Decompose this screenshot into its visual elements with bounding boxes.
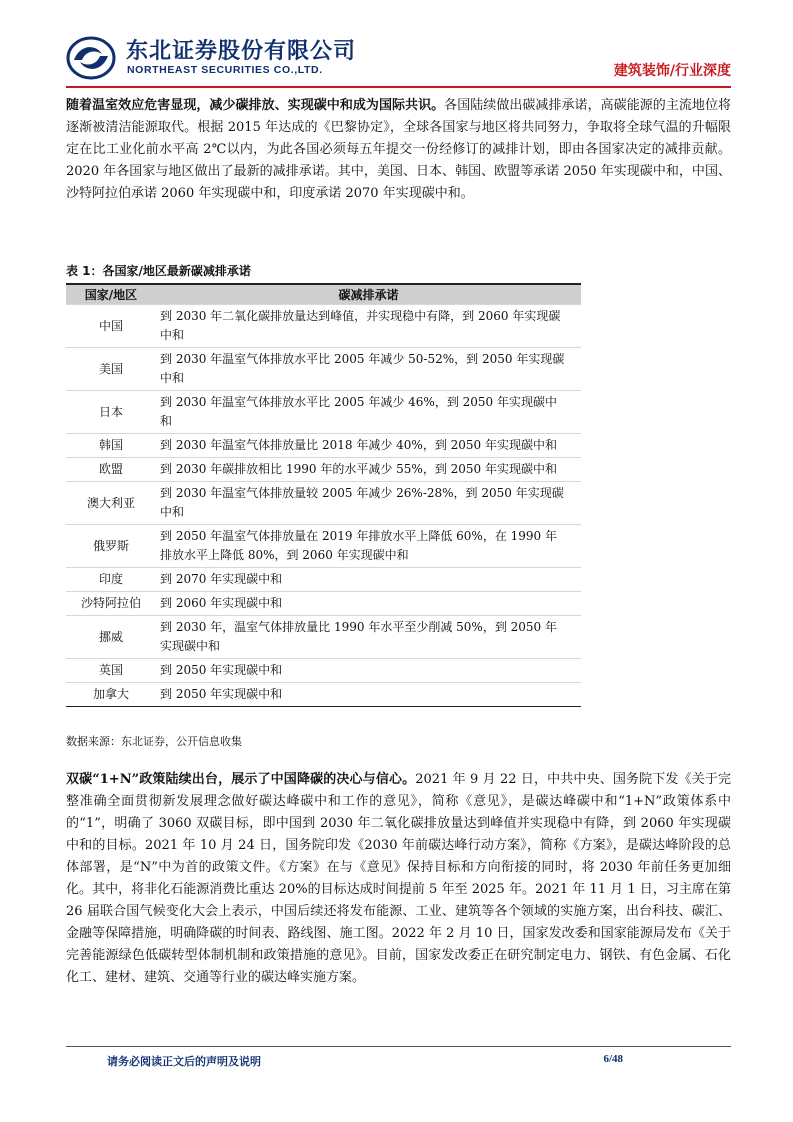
country-cell: 印度 [98,572,123,586]
table-row [66,391,581,434]
commitment-cell: 到 2030 年碳排放相比 1990 年的水平减少 55%，到 2050 年实现碳中和 [160,462,557,476]
commitment-cell: 到 2030 年二氧化碳排放量达到峰值，并实现稳中有降，到 2060 年实现碳中和 [160,309,561,342]
paragraph-body: 各国陆续做出碳减排承诺，高碳能源的主流地位将逐渐被清洁能源取代。根据 2015 年达成的《巴黎协定》，全球各国家与地区将共同努力，争取将全球气温的升幅限定在比工业化前水平高 2℃以内，为此各国必须每五年提交一份经修订的减排计划，即由各国家决定的减排贡献。2020 年各国家与地区做出了最新的减排承诺。其中，美国、日本、韩国、欧盟等承诺 2050 年实现碳中和，中国、沙特阿拉伯承诺 2060 年实现碳中和，印度承诺 2070 年实现碳中和。 [66,98,731,201]
commitment-cell: 到 2050 年实现碳中和 [160,687,283,701]
page-number: 6/48 [603,1053,623,1065]
table-row [66,348,581,391]
company-name-cn: 东北证券股份有限公司 [126,39,357,64]
country-cell: 沙特阿拉伯 [80,596,141,610]
column-header-commitment: 碳减排承诺 [338,288,399,302]
table-row [66,683,581,707]
table-row [66,458,581,482]
page-header [66,32,731,84]
commitment-cell: 到 2060 年实现碳中和 [160,596,283,610]
country-cell: 美国 [98,361,123,376]
table-row [66,525,581,568]
table-row [66,482,581,525]
commitment-cell: 到 2030 年，温室气体排放量比 1990 年水平至少削减 50%，到 2050 年实现碳中和 [160,620,557,653]
table-row [66,659,581,683]
table-row [66,592,581,616]
table-title: 表 1：各国家/地区最新碳减排承诺 [66,264,251,278]
commitment-cell: 到 2030 年温室气体排放水平比 2005 年减少 50-52%，到 2050 年实现碳中和 [160,352,565,385]
paragraph-lead: 随着温室效应危害显现，减少碳排放、实现碳中和成为国际共识。 [66,98,445,113]
table-row [66,616,581,659]
paragraph-dual-carbon-policy [66,769,731,989]
table-row [66,568,581,592]
country-cell: 澳大利亚 [86,495,135,510]
country-cell: 欧盟 [98,462,123,476]
table-row [66,305,581,348]
company-name-en: NORTHEAST SECURITIES CO.,LTD. [127,64,323,76]
country-cell: 韩国 [98,438,123,452]
paragraph-lead: 双碳“1+N”政策陆续出台，展示了中国降碳的决心与信心。 [66,772,416,787]
commitment-cell: 到 2050 年实现碳中和 [160,663,283,677]
northeast-securities-logo-icon [66,36,116,80]
commitments-table [66,283,581,707]
table-row [66,434,581,458]
footer-divider [66,1046,731,1047]
table-source-note: 数据来源：东北证券，公开信息收集 [66,735,242,748]
paragraph-paris-agreement [66,95,731,205]
country-cell: 日本 [98,404,123,419]
commitment-cell: 到 2030 年温室气体排放量比 2018 年减少 40%，到 2050 年实现碳中和 [160,438,557,452]
paragraph-body: 2021 年 9 月 22 日，中共中央、国务院下发《关于完整准确全面贯彻新发展理念做好碳达峰碳中和工作的意见》，简称《意见》，是碳达峰碳中和“1+N”政策体系中的“1”，明确了 3060 双碳目标，即中国到 2030 年二氧化碳排放量达到峰值并实现稳中有降，到 2060 年实现碳中和的目标。2021 年 10 月 24 日，国务院印发《2030 年前碳达峰行动方案》，简称《方案》，是碳达峰阶段的总体部署，是“N”中为首的政策文件。《方案》在与《意见》保持目标和方向衔接的同时，将 2030 年前任务更加细化。其中，将非化石能源消费比重达 20%的目标达成时间提前 5 年至 2025 年。2021 年 11 月 1 日，习主席在第 26 届联合国气候变化大会上表示，中国后续还将发布能源、工业、建筑等各个领域的实施方案，出台科技、碳汇、金融等保障措施，明确降碳的时间表、路线图、施工图。2022 年 2 月 10 日，国家发改委和国家能源局发布《关于完善能源绿色低碳转型体制机制和政策措施的意见》。目前，国家发改委正在研究制定电力、钢铁、有色金属、石化化工、建材、建筑、交通等行业的碳达峰实施方案。 [66,772,731,985]
country-cell: 俄罗斯 [92,538,129,553]
country-cell: 挪威 [98,629,123,644]
commitment-cell: 到 2030 年温室气体排放水平比 2005 年减少 46%，到 2050 年实现碳中和 [160,395,557,428]
commitment-cell: 到 2030 年温室气体排放量较 2005 年减少 26%-28%，到 2050 年实现碳中和 [160,486,564,519]
commitment-cell: 到 2050 年温室气体排放量在 2019 年排放水平上降低 60%，在 1990 年排放水平上降低 80%，到 2060 年实现碳中和 [160,529,557,562]
table-header-row [66,284,581,305]
country-cell: 加拿大 [92,687,129,701]
header-divider [66,86,731,88]
footer-disclaimer: 请务必阅读正文后的声明及说明 [107,1055,261,1068]
report-type-label: 建筑装饰/行业深度 [613,63,731,79]
column-header-country: 国家/地区 [84,288,138,302]
country-cell: 英国 [98,663,123,677]
commitment-cell: 到 2070 年实现碳中和 [160,572,283,586]
country-cell: 中国 [98,318,123,333]
